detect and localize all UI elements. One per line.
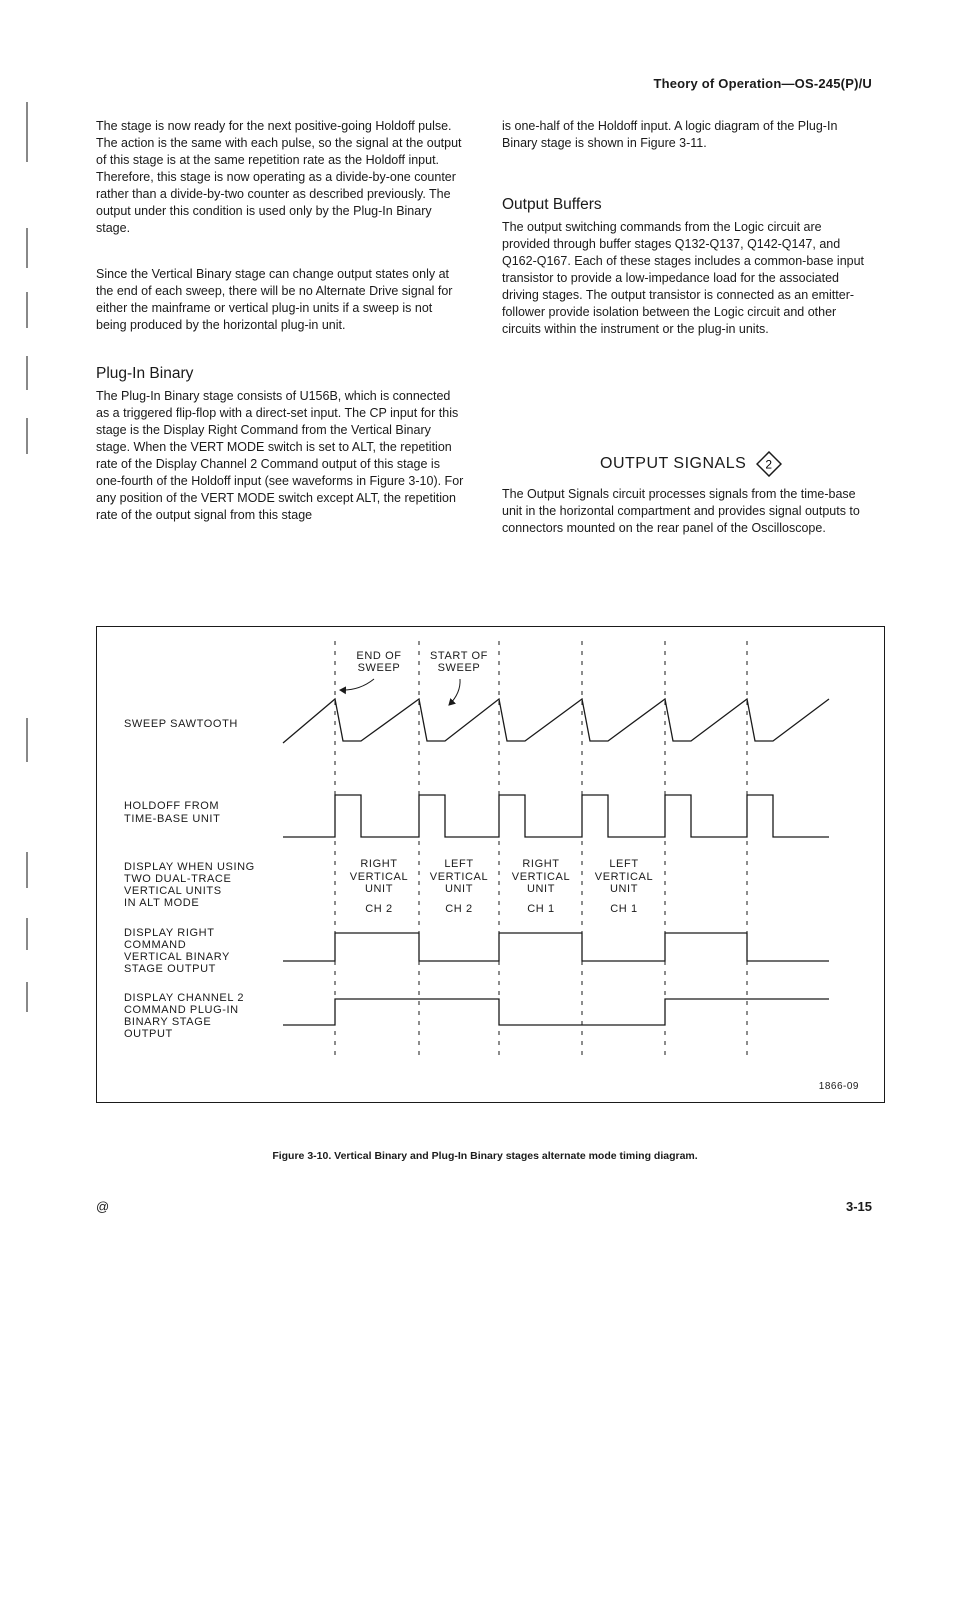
section-heading-plug-in-binary: Plug-In Binary	[96, 365, 194, 382]
row-label-holdoff: TIME-BASE UNIT	[124, 813, 221, 825]
row-label-right-command: VERTICAL BINARY	[124, 951, 230, 963]
row-label-sweep: SWEEP SAWTOOTH	[124, 718, 238, 730]
left-column	[96, 118, 466, 524]
figure-id: 1866-09	[818, 1081, 859, 1092]
annotation-start-of-sweep: START OF	[430, 650, 488, 662]
display-unit-3-side: LEFT	[609, 858, 639, 870]
section-title-output-signals	[600, 451, 782, 477]
row-label-ch2-command: DISPLAY CHANNEL 2	[124, 992, 245, 1004]
display-unit-0-unit: UNIT	[364, 883, 394, 895]
annotation-end-of-sweep: END OF	[356, 650, 402, 662]
row-label-ch2-command: OUTPUT	[124, 1028, 173, 1040]
paragraph: The output switching commands from the Logic circuit are provided through buffer stages Q132-Q137, Q142-Q147, and Q162-Q167. Each of these stages includes a common-base input transistor to provide a low-impedance load for the associated driving stages. The output transistor is connected as an emitter-follower provide isolation between the Logic circuit and other circuits within the instrument or the plug-in units.	[502, 220, 865, 336]
display-unit-3-kind: VERTICAL	[594, 871, 654, 883]
diamond-number-icon	[756, 451, 782, 477]
row-label-ch2-command: COMMAND PLUG-IN	[124, 1004, 239, 1016]
binder-mark	[26, 418, 38, 454]
display-unit-3-unit: UNIT	[609, 883, 639, 895]
display-unit-1-side: LEFT	[444, 858, 474, 870]
display-right-command-waveform	[283, 933, 829, 961]
row-label-display: VERTICAL UNITS	[124, 885, 222, 897]
row-label-right-command: DISPLAY RIGHT	[124, 927, 215, 939]
footer-mark: @	[96, 1199, 110, 1214]
row-label-display: TWO DUAL-TRACE	[124, 873, 232, 885]
start-of-sweep-arrow	[449, 679, 460, 705]
row-label-holdoff: HOLDOFF FROM	[124, 800, 220, 812]
paragraph: Since the Vertical Binary stage can change output states only at the end of each sweep, there will be no Alternate Drive signal for either the mainframe or vertical plug-in units if a sweep is not being produced by the horizontal plug-in unit.	[96, 267, 453, 332]
running-header: Theory of Operation—OS-245(P)/U	[653, 76, 872, 91]
display-unit-2-unit: UNIT	[526, 883, 556, 895]
display-unit-0-kind: VERTICAL	[349, 871, 409, 883]
binder-mark	[26, 982, 38, 1012]
section-number: 2	[765, 457, 773, 472]
binder-mark	[26, 102, 38, 162]
row-label-display: DISPLAY WHEN USING	[124, 861, 255, 873]
display-unit-2-side: RIGHT	[522, 858, 560, 870]
timing-diagram-figure	[96, 626, 885, 1103]
annotation-end-of-sweep: SWEEP	[357, 662, 401, 674]
annotation-start-of-sweep: SWEEP	[437, 662, 481, 674]
binder-mark	[26, 918, 38, 950]
paragraph: The Output Signals circuit processes signals from the time-base unit in the horizontal compartment and provides signal outputs to connectors mounted on the rear panel of the Oscilloscope.	[502, 487, 860, 535]
display-unit-0-side: RIGHT	[360, 858, 398, 870]
display-unit-0-channel: CH 2	[365, 903, 393, 915]
display-unit-1-channel: CH 2	[445, 903, 473, 915]
binder-mark	[26, 292, 38, 328]
page-number: 3-15	[845, 1199, 872, 1214]
row-label-right-command: COMMAND	[124, 939, 187, 951]
right-column-lower	[502, 486, 872, 537]
display-unit-1-unit: UNIT	[444, 883, 474, 895]
row-labels	[124, 718, 255, 1040]
timing-reference-lines	[335, 641, 747, 1059]
binder-mark	[26, 852, 38, 888]
display-unit-labels	[350, 858, 653, 915]
holdoff-waveform	[283, 795, 829, 837]
paragraph: The stage is now ready for the next positive-going Holdoff pulse. The action is the same with each pulse, so the signal at the output of this stage is at the same repetition rate as the Holdoff input. Therefore, this stage is now operating as a divide-by-one counter rather than a divide-by-two counter as described previously. The output under this condition is used only by the Plug-In Binary stage.	[96, 119, 462, 235]
row-label-ch2-command: BINARY STAGE	[124, 1016, 212, 1028]
binder-mark	[26, 356, 38, 390]
display-unit-2-kind: VERTICAL	[511, 871, 571, 883]
paragraph: is one-half of the Holdoff input. A logic diagram of the Plug-In Binary stage is shown in Figure 3-11.	[502, 119, 838, 150]
binder-mark	[26, 228, 38, 268]
binder-mark	[26, 718, 38, 762]
section-title: OUTPUT SIGNALS	[600, 455, 747, 472]
right-column	[502, 118, 872, 338]
timing-diagram	[97, 627, 884, 1102]
row-label-right-command: STAGE OUTPUT	[124, 963, 216, 975]
display-unit-1-kind: VERTICAL	[429, 871, 489, 883]
figure-caption: Figure 3-10. Vertical Binary and Plug-In Binary stages alternate mode timing diagram.	[272, 1150, 698, 1162]
display-unit-3-channel: CH 1	[610, 903, 638, 915]
section-heading-output-buffers: Output Buffers	[502, 196, 602, 213]
display-unit-2-channel: CH 1	[527, 903, 555, 915]
row-label-display: IN ALT MODE	[124, 897, 200, 909]
paragraph: The Plug-In Binary stage consists of U156B, which is connected as a triggered flip-flop with a direct-set input. The CP input for this stage is the Display Right Command from the Vertical Binary stage. When the VERT MODE switch is set to ALT, the repetition rate of the Display Channel 2 Command output of this stage is one-fourth of the Holdoff input (see waveforms in Figure 3-10). For any position of the VERT MODE switch except ALT, the repetition rate of the output signal from this stage	[96, 389, 464, 522]
end-of-sweep-arrow	[340, 679, 374, 690]
